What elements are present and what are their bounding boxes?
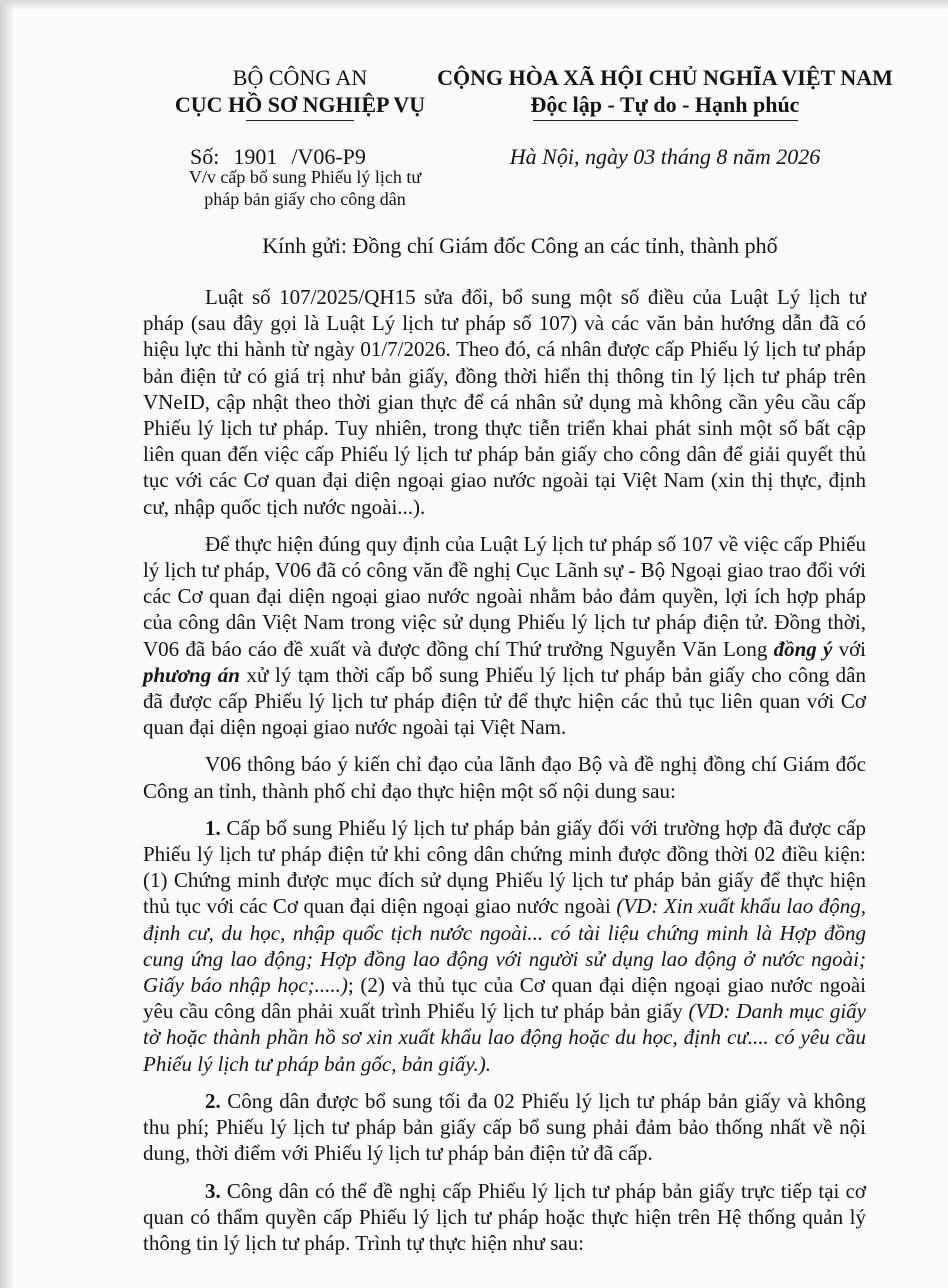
document-body	[143, 284, 866, 1267]
emphasis-text: phương án	[143, 662, 240, 687]
national-header	[430, 64, 900, 121]
number-suffix: /V06-P9	[291, 144, 366, 169]
recipient-line: Kính gửi: Đồng chí Giám đốc Công an các tỉnh, thành phố	[262, 233, 778, 258]
motto-underline	[533, 120, 798, 121]
text-span: Công dân có thể đề nghị cấp Phiếu lý lịch tư pháp bản giấy trực tiếp tại cơ quan có thẩm quyền cấp Phiếu lý lịch tư pháp hoặc thực hiện trên Hệ thống quản lý thông tin lý lịch tư pháp. Trình tự thực hiện như sau:	[143, 1178, 866, 1255]
document-date: Hà Nội, ngày 03 tháng 8 năm 2026	[509, 144, 821, 169]
document-subject	[140, 166, 470, 210]
subject-line: pháp bản giấy cho công dân	[204, 189, 406, 209]
text-span: xử lý tạm thời cấp bổ sung Phiếu lý lịch tư pháp bản giấy cho công dân đã được cấp Phiếu lý lịch tư pháp điện tử để thực hiện các thủ tục liên quan với Cơ quan đại diện ngoại giao nước ngoài tại Việt Nam.	[143, 662, 867, 740]
paragraph-intro: Luật số 107/2025/QH15 sửa đổi, bổ sung một số điều của Luật Lý lịch tư pháp (sau đây gọi là Luật Lý lịch tư pháp số 107) và các văn bản hướng dẫn đã có hiệu lực thi hành từ ngày 01/7/2026. Theo đó, cá nhân được cấp Phiếu lý lịch tư pháp bản điện tử có giá trị như bản giấy, đồng thời hiển thị thông tin lý lịch tư pháp trên VNeID, cập nhật theo thời gian thực để cá nhân sử dụng mà không cần yêu cầu cấp Phiếu lý lịch tư pháp. Tuy nhiên, trong thực tiễn triển khai phát sinh một số bất cập liên quan đến việc cấp Phiếu lý lịch tư pháp bản giấy cho công dân để giải quyết thủ tục với các Cơ quan đại diện ngoại giao nước ngoài tại Việt Nam (xin thị thực, định cư, nhập quốc tịch nước ngoài...).	[143, 285, 866, 519]
agency-underline	[246, 120, 354, 121]
item-number: 3.	[205, 1178, 221, 1203]
national-motto: Độc lập - Tự do - Hạnh phúc	[530, 92, 800, 117]
list-item-3	[143, 1178, 866, 1257]
example-text: (VD: Xin xuất khẩu lao động, định cư, du học, nhập quốc tịch nước ngoài... có tài liệu chứng minh là Hợp đồng cung ứng lao động; Hợp đồng lao động với người sử dụng lao động ở nước ngoài; Giấy báo nhập học;.....)	[143, 894, 866, 998]
text-span: Công dân được bổ sung tối đa 02 Phiếu lý lịch tư pháp bản giấy và không thu phí; Phiếu lý lịch tư pháp bản giấy cấp bổ sung phải đảm bảo thống nhất về nội dung, thời điểm với Phiếu lý lịch tư pháp bản điện tử đã cấp.	[143, 1088, 866, 1166]
number-label: Số:	[190, 144, 220, 169]
text-span: Để thực hiện đúng quy định của Luật Lý lịch tư pháp số 107 về việc cấp Phiếu lý lịch tư pháp, V06 đã có công văn đề nghị Cục Lãnh sự - Bộ Ngoại giao trao đổi với các Cơ quan đại diện ngoại giao nước ngoài nhằm bảo đảm quyền, lợi ích hợp pháp của công dân Việt Nam trong việc sử dụng Phiếu lý lịch tư pháp điện tử. Đồng thời, V06 đã báo cáo đề xuất và được đồng chí Thứ trưởng Nguyễn Văn Long	[143, 531, 866, 661]
issuing-agency-header	[140, 64, 460, 121]
paragraph-proposal	[143, 531, 866, 741]
page-top-shadow	[0, 0, 948, 10]
department-name: CỤC HỒ SƠ NGHIỆP VỤ	[174, 92, 426, 117]
text-span: ; (2) và thủ tục của Cơ quan đại diện ngoại giao nước ngoài yêu cầu công dân phải xuất trình Phiếu lý lịch tư pháp bản giấy	[143, 973, 866, 1024]
ministry-name: BỘ CÔNG AN	[232, 65, 368, 90]
nation-title: CỘNG HÒA XÃ HỘI CHỦ NGHĨA VIỆT NAM	[437, 65, 893, 90]
emphasis-text: đồng ý	[773, 636, 833, 661]
subject-line: V/v cấp bổ sung Phiếu lý lịch tư	[188, 167, 422, 187]
page-edge-shadow	[0, 0, 14, 1288]
paragraph-directive: V06 thông báo ý kiến chỉ đạo của lãnh đạo Bộ và đề nghị đồng chí Giám đốc Công an tỉnh, thành phố chỉ đạo thực hiện một số nội dung sau:	[143, 752, 866, 803]
item-number: 1.	[205, 815, 221, 840]
list-item-1	[143, 815, 866, 1077]
text-span: với	[832, 636, 867, 661]
number-value: 1901	[233, 144, 278, 169]
text-span: Cấp bổ sung Phiếu lý lịch tư pháp bản giấy đối với trường hợp đã được cấp Phiếu lý lịch tư pháp điện tử khi công dân chứng minh được đồng thời 02 điều kiện: (1) Chứng minh được mục đích sử dụng Phiếu lý lịch tư pháp bản giấy để thực hiện thủ tục với các Cơ quan đại diện ngoại giao nước ngoài	[143, 815, 866, 919]
example-text: (VD: Danh mục giấy tờ hoặc thành phần hồ sơ xin xuất khẩu lao động hoặc du học, định cư.... có yêu cầu Phiếu lý lịch tư pháp bản gốc, bản giấy.).	[143, 999, 866, 1076]
item-number: 2.	[205, 1088, 221, 1113]
list-item-2	[143, 1088, 866, 1167]
